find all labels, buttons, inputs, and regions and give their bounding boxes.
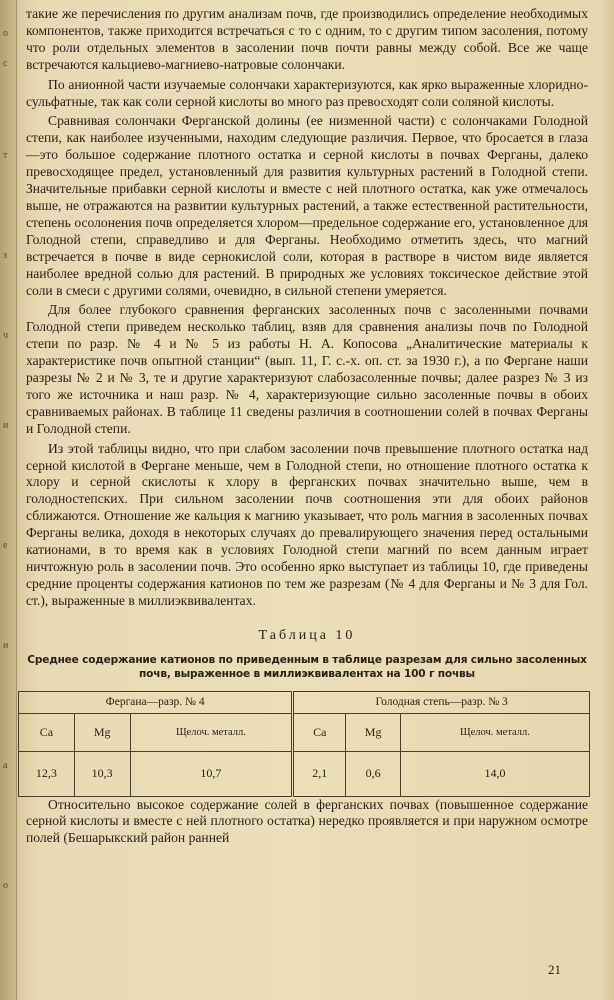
table-group-golodnaya: Голодная степь—разр. № 3: [293, 691, 590, 713]
column-header: Щелоч. металл.: [130, 713, 293, 751]
gutter-mark: з: [3, 250, 7, 261]
cation-table: [18, 691, 590, 797]
gutter-mark: н: [3, 640, 9, 651]
gutter-mark: т: [3, 150, 8, 161]
paragraph-1: такие же перечисления по другим анализам почв, где производились определение необходимых компонентов, также приходится встречаться с то с одним, то с другим типом засоления, потому что роли отдельных элементов в засолении почв почти равны между собой. Все же чаще встречаются кальциево-магниево-натровые солончаки.: [26, 6, 588, 72]
gutter-mark: е: [3, 540, 8, 551]
gutter-mark: а: [3, 760, 8, 771]
table-group-fergana: Фергана—разр. № 4: [19, 691, 293, 713]
gutter-mark: с: [3, 58, 8, 69]
table-cell: 0,6: [346, 751, 401, 796]
page-number: 21: [548, 962, 561, 977]
gutter-mark: о: [3, 28, 8, 39]
table-cell: 10,3: [74, 751, 130, 796]
table-title: Таблица 10: [258, 627, 356, 643]
table-cell: 12,3: [19, 751, 75, 796]
column-header: Ca: [19, 713, 75, 751]
table-cell: 14,0: [400, 751, 589, 796]
column-header: Ca: [293, 713, 346, 751]
table-row: [19, 751, 590, 796]
paragraph-3: Сравнивая солончаки Ферганской долины (ее низменной части) с солончаками Голодной степи, как наиболее изученными, находим следующие различия. Первое, что бросается в глаза—это большое содержание плотного остатка и серной кислоты в почвах Ферганы, далеко превосходящее предел, установленный для развития культурных растений в Голодной степи. Значительные прибавки серной кислоты и вместе с ней плотного остатка, как уже отмечалось выше, не отражаются на развитии культурных растений, а также естественной растительности, степень осолонения почв определяется хлором—предельное содержание его, установленное для Голодной степи, справедливо и для Ферганы. Необходимо отметить здесь, что магний встречается в почве в виде сернокислой соли, которая в растворе в чистом виде является наиболее вредной солью для растений. В природных же условиях токсическое действие этой соли в смеси с другими солями, очевидно, в сильной степени умеряется.: [26, 113, 588, 298]
gutter-mark: ч: [3, 330, 9, 341]
gutter-mark: и: [3, 420, 9, 431]
paragraph-5: Из этой таблицы видно, что при слабом засолении почв превышение плотного остатка над серной кислотой в Фергане меньше, чем в Голодной степи, но отношение плотного остатка к хлору и серной скислоты к хлору в ферганских почвах значительно выше, чем в голодностепских. При сильном засолении почв соотношения эти для обоих районов сближаются. Отношение же кальция к магнию указывает, что роль магния в засоленных почвах Ферганы велика, доходя в некоторых случаях до превалирующего значения перед остальными катионами, в то время как в условиях Голодной степи магний по всем данным играет ничтожную роль в засолении почв. Это особенно ярко выступает из таблицы 10, где приведены средние проценты содержания катионов по тем же разрезам (№ 4 для Ферганы и № 3 для Гол. ст.), выраженные в миллиэквивалентах.: [26, 440, 588, 608]
table-caption: Среднее содержание катионов по приведенным в таблице разрезам для сильно засоленных почв, выраженное в миллиэквивалентах на 100 г почвы: [27, 653, 587, 680]
gutter-mark: о: [3, 880, 8, 891]
column-header: Щелоч. металл.: [400, 713, 589, 751]
paragraph-4: Для более глубокого сравнения ферганских засоленных почв с засоленными почвами Голодной степи приведем несколько таблиц, взяв для сравнения анализы почв по Голодной степи по разр. № 4 и № 5 из работы Н. А. Копосова „Аналитические материалы к характеристике почв опытной станции“ (вып. 11, Г. с.-х. оп. ст. за 1930 г.), а по Фергане наши разрезы № 2 и № 3, те и другие характеризуют слабозасоленные почвы; далее разрез № 3 из того же источника и наш разр. № 4, характеризующие сильно засоленные почвы в обоих сравниваемых районах. В таблице 11 сведены различия в соотношении солей в почвах Ферганы и Голодной степи.: [26, 302, 588, 436]
table-cell: 2,1: [293, 751, 346, 796]
column-header: Mg: [74, 713, 130, 751]
left-gutter-adjacent-page: [0, 0, 17, 1000]
paragraph-2: По анионной части изучаемые солончаки характеризуются, как ярко выраженные хлоридно-сульфатные, так как соли серной кислоты во много раз превосходят соли соляной кислоты.: [26, 76, 588, 109]
page-content: [26, 6, 588, 847]
paragraph-after-table: Относительно высокое содержание солей в ферганских почвах (повышенное содержание серной кислоты и вместе с ней плотного остатка) нередко проявляется и при наружном осмотре полей (Бешарыкский район ранней: [26, 796, 588, 846]
table-cell: 10,7: [130, 751, 293, 796]
column-header: Mg: [346, 713, 401, 751]
